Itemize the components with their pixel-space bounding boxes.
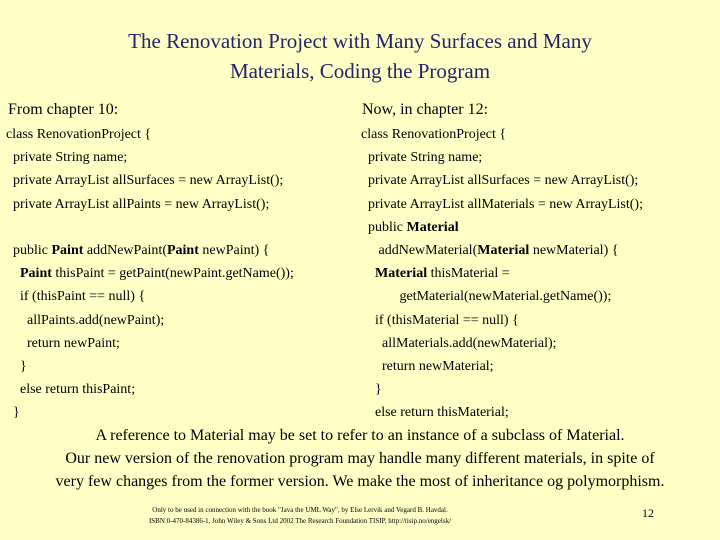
footer-line-1: Only to be used in connection with the book "Java the UML Way", by Else Lervik and Vegard B. Havdal. (152, 506, 448, 514)
slide-title-line-2: Materials, Coding the Program (229, 59, 491, 83)
code-line: public Material (361, 219, 459, 235)
code-line: Material thisMaterial = (375, 266, 510, 282)
code-line: class RenovationProject { (361, 127, 507, 142)
code-line: private String name; (6, 150, 128, 166)
code-line: public Paint addNewPaint(Paint newPaint) { (6, 243, 270, 259)
code-line: class RenovationProject { (6, 127, 152, 142)
left-code-block (6, 123, 294, 425)
code-line: allPaints.add(newPaint); (6, 312, 165, 328)
summary-text (6, 424, 714, 493)
code-line: } (6, 405, 20, 421)
summary-line-3: very few changes from the former version. We make the most of inheritance og polymorphism. (55, 473, 665, 490)
code-line: private ArrayList allSurfaces = new ArrayList(); (6, 173, 284, 189)
code-line: private ArrayList allPaints = new ArrayList(); (6, 196, 270, 212)
code-line: else return thisMaterial; (361, 405, 509, 421)
right-code-block (361, 123, 643, 425)
code-line: getMaterial(newMaterial.getName()); (361, 289, 612, 305)
code-line: return newMaterial; (361, 359, 494, 375)
code-line: if (thisPaint == null) { (6, 289, 146, 305)
left-column-heading: From chapter 10: (8, 101, 119, 118)
summary-line-1: A reference to Material may be set to refer to an instance of a subclass of Material. (95, 427, 625, 444)
code-line (6, 216, 294, 239)
summary-line-2: Our new version of the renovation program may handle many different materials, in spite of (65, 450, 655, 467)
code-line: private ArrayList allSurfaces = new ArrayList(); (361, 173, 639, 189)
page-number: 12 (642, 506, 654, 520)
code-line: private ArrayList allMaterials = new ArrayList(); (361, 196, 643, 212)
code-line: Paint thisPaint = getPaint(newPaint.getName()); (20, 266, 294, 282)
slide-title (0, 26, 720, 86)
code-line: return newPaint; (6, 335, 120, 351)
code-line: else return thisPaint; (6, 382, 136, 398)
footer-credit (90, 505, 510, 527)
footer-line-2: ISBN 0-470-84386-1, John Wiley & Sons Ltd 2002 The Research Foundation TISIP, http://tisip.no/engelsk/ (148, 517, 452, 525)
code-line: } (6, 359, 27, 375)
code-line: addNewMaterial(Material newMaterial) { (361, 243, 619, 259)
code-line: if (thisMaterial == null) { (361, 312, 519, 328)
code-line: } (361, 382, 382, 398)
slide-title-line-1: The Renovation Project with Many Surfaces and Many (128, 29, 592, 53)
right-column-heading: Now, in chapter 12: (362, 101, 489, 118)
code-line: allMaterials.add(newMaterial); (361, 335, 557, 351)
code-line: private String name; (361, 150, 483, 166)
